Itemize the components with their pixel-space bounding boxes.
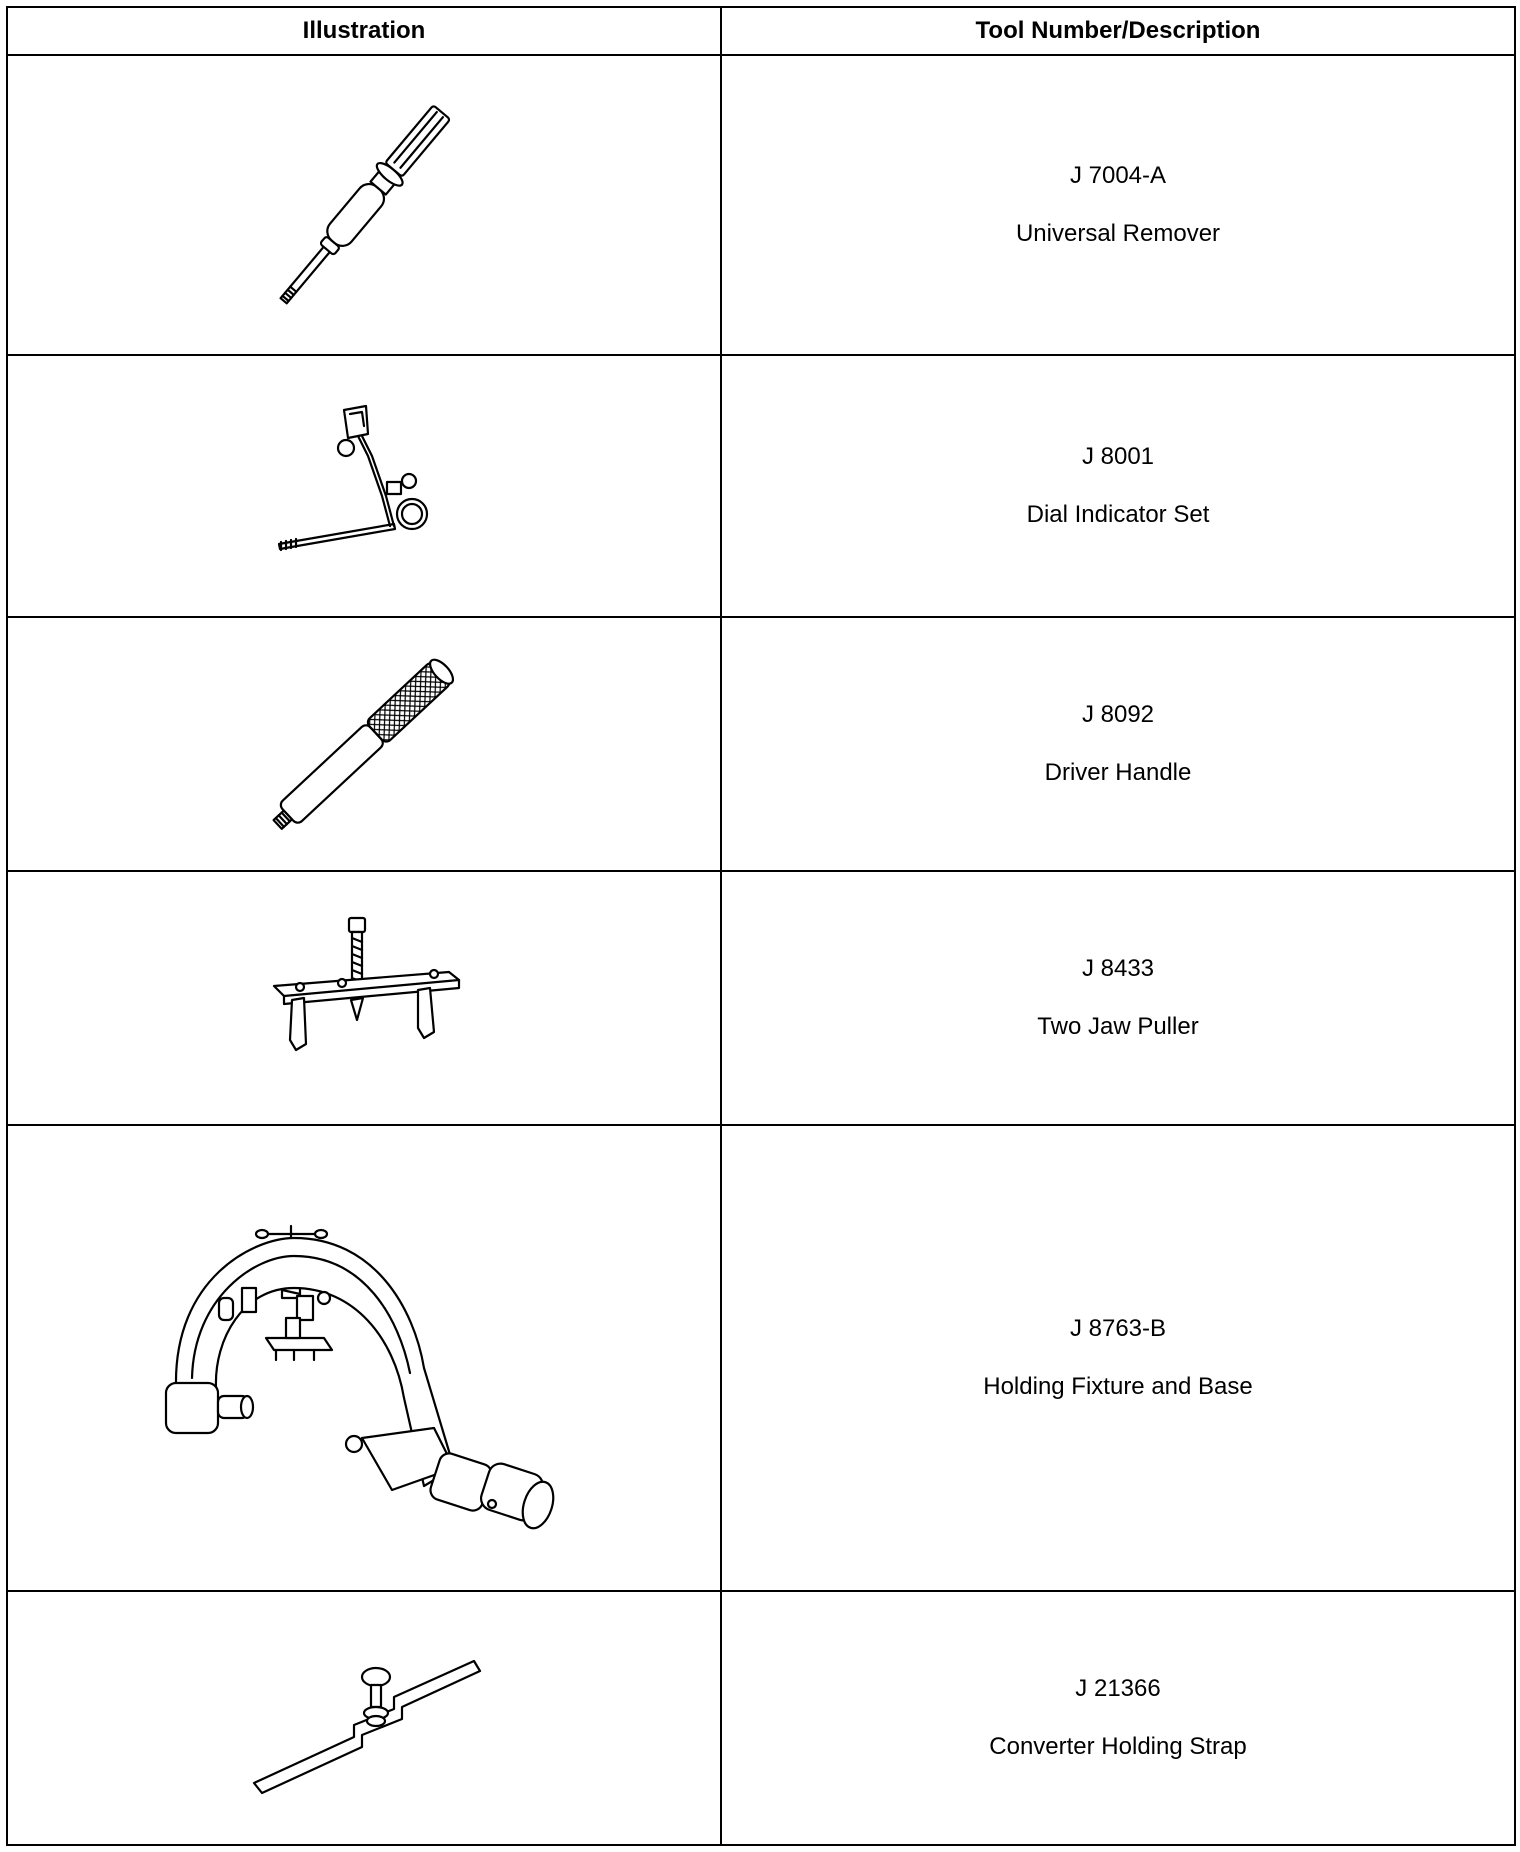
tool-name: Dial Indicator Set xyxy=(1026,500,1210,528)
tool-number: J 8763-B xyxy=(1069,1314,1167,1342)
holding-fixture-icon xyxy=(154,1168,574,1548)
tool-number: J 8433 xyxy=(1081,955,1155,983)
two-jaw-puller-icon xyxy=(234,908,494,1088)
illustration-cell xyxy=(7,1125,721,1590)
header-illustration: Illustration xyxy=(7,7,721,55)
tool-name: Universal Remover xyxy=(1015,220,1221,248)
table-row xyxy=(7,1125,1515,1590)
description-cell xyxy=(721,617,1515,871)
tool-name: Converter Holding Strap xyxy=(989,1732,1247,1760)
tool-number: J 21366 xyxy=(1075,1674,1161,1702)
dial-indicator-icon xyxy=(244,396,484,576)
header-row xyxy=(7,7,1515,55)
illustration-cell xyxy=(7,355,721,616)
tool-number: J 7004-A xyxy=(1069,162,1167,190)
description-cell xyxy=(721,1125,1515,1590)
description-cell xyxy=(721,355,1515,616)
tool-name: Two Jaw Puller xyxy=(1037,1013,1199,1041)
tool-table xyxy=(6,6,1516,1846)
table-row xyxy=(7,1591,1515,1845)
converter-strap-icon xyxy=(244,1633,484,1803)
header-description: Tool Number/Description xyxy=(721,7,1515,55)
table-row xyxy=(7,355,1515,616)
universal-remover-icon xyxy=(244,105,484,305)
driver-handle-icon xyxy=(244,644,484,844)
table-row xyxy=(7,55,1515,355)
tool-name: Holding Fixture and Base xyxy=(983,1372,1253,1400)
description-cell xyxy=(721,55,1515,355)
illustration-cell xyxy=(7,55,721,355)
tool-name: Driver Handle xyxy=(1044,758,1192,786)
tool-number: J 8001 xyxy=(1081,442,1155,470)
description-cell xyxy=(721,1591,1515,1845)
table-row xyxy=(7,617,1515,871)
description-cell xyxy=(721,871,1515,1125)
illustration-cell xyxy=(7,1591,721,1845)
tool-number: J 8092 xyxy=(1081,700,1155,728)
table-row xyxy=(7,871,1515,1125)
illustration-cell xyxy=(7,617,721,871)
illustration-cell xyxy=(7,871,721,1125)
